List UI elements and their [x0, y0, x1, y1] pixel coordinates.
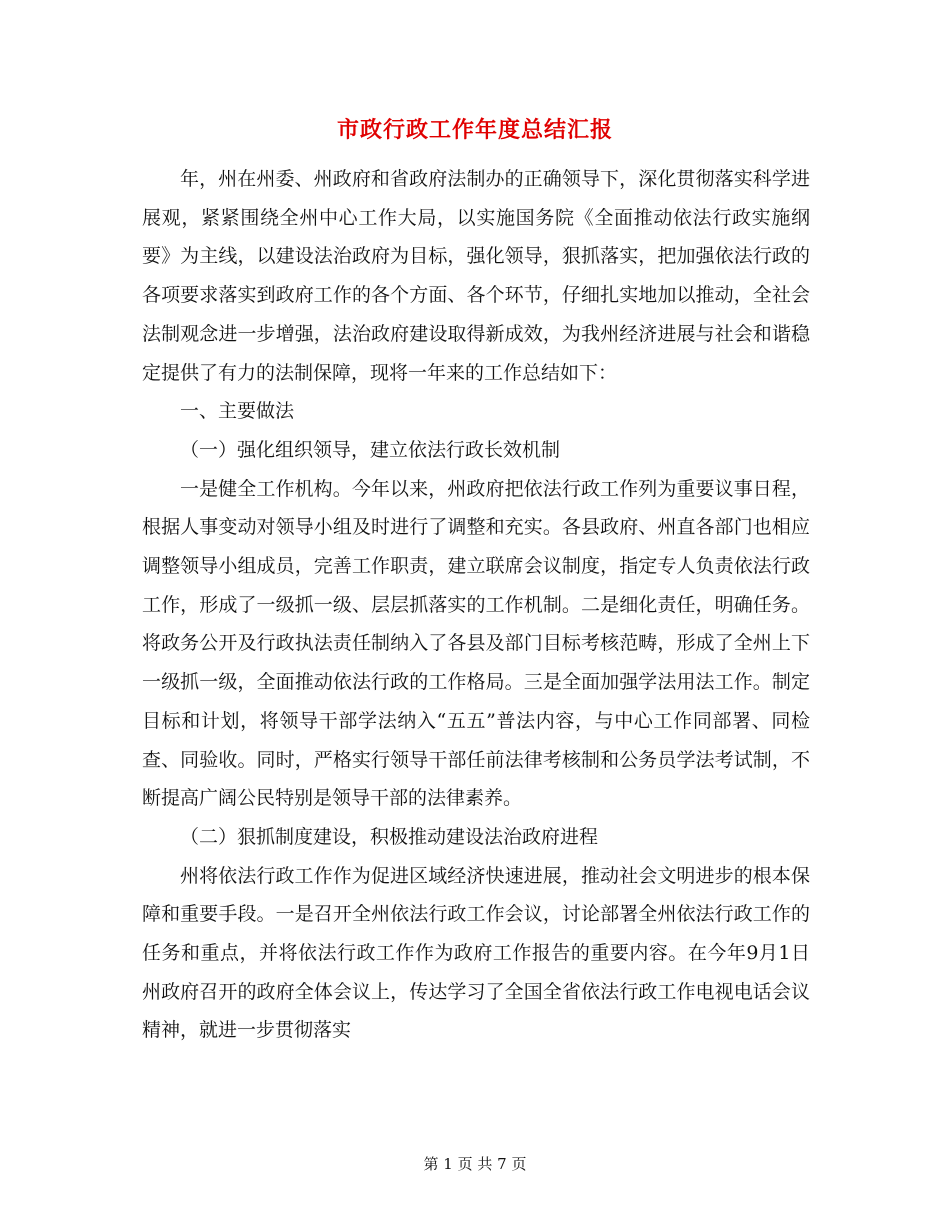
subsection-heading-system-building: （二）狠抓制度建设，积极推动建设法治政府进程	[180, 825, 599, 848]
document-body	[142, 160, 810, 1050]
section-heading-main-methods: 一、主要做法	[180, 400, 295, 423]
page-footer: 第 1 页 共 7 页	[423, 1155, 527, 1173]
document-title: 市政行政工作年度总结汇报	[336, 117, 613, 143]
organization-paragraph: 一是健全工作机构。今年以来，州政府把依法行政工作列为重要议事日程，根据人事变动对领导小组及时进行了调整和充实。各县政府、州直各部门也相应调整领导小组成员，完善工作职责，建立联席会议制度，指定专人负责依法行政工作，形成了一级抓一级、层层抓落实的工作机制。二是细化责任，明确任务。将政务公开及行政执法责任制纳入了各县及部门目标考核范畴，形成了全州上下一级抓一级，全面推动依法行政的工作格局。三是全面加强学法用法工作。制定目标和计划，将领导干部学法纳入“五五”普法内容，与中心工作同部署、同检查、同验收。同时，严格实行领导干部任前法律考核制和公务员学法考试制，不断提高广阔公民特别是领导干部的法律素养。	[142, 477, 810, 810]
system-building-paragraph: 州将依法行政工作作为促进区域经济快速进展，推动社会文明进步的根本保障和重要手段。一是召开全州依法行政工作会议，讨论部署全州依法行政工作的任务和重点，并将依法行政工作作为政府工作报告的重要内容。在今年9月1日州政府召开的政府全体会议上，传达学习了全国全省依法行政工作电视电话会议精神，就进一步贯彻落实	[142, 864, 810, 1042]
intro-paragraph: 年，州在州委、州政府和省政府法制办的正确领导下，深化贯彻落实科学进展观，紧紧围绕全州中心工作大局，以实施国务院《全面推动依法行政实施纲要》为主线，以建设法治政府为目标，强化领导，狠抓落实，把加强依法行政的各项要求落实到政府工作的各个方面、各个环节，仔细扎实地加以推动，全社会法制观念进一步增强，法治政府建设取得新成效，为我州经济进展与社会和谐稳定提供了有力的法制保障，现将一年来的工作总结如下：	[142, 168, 810, 384]
subsection-heading-organization: （一）强化组织领导，建立依法行政长效机制	[180, 438, 561, 461]
